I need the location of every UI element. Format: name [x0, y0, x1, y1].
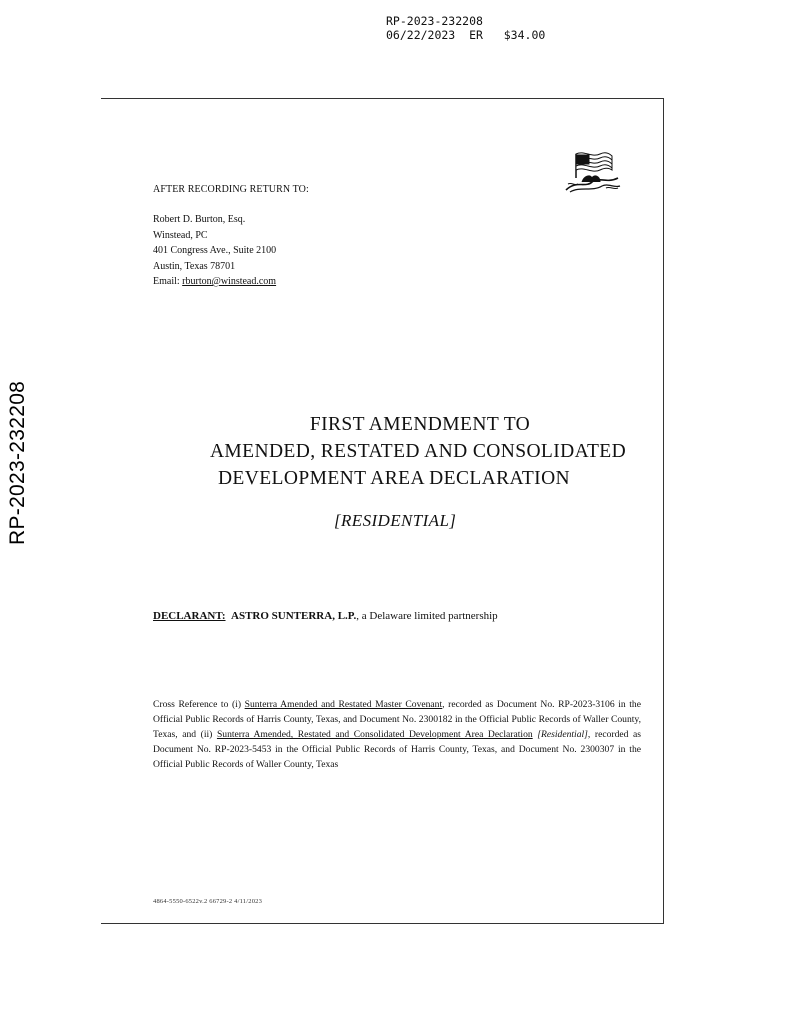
- cross-reference-paragraph: [153, 697, 641, 772]
- return-to-heading: AFTER RECORDING RETURN TO:: [153, 184, 309, 195]
- stamp-fee: $34.00: [503, 28, 546, 42]
- xref-recording-1: , recorded as Document No. RP-2023-3106 in the Official Public Records of Harris County, Texas, and Document No. 2300182 in the Official Public Records of Waller County, Texas, and (ii): [153, 699, 641, 740]
- title-line-1: FIRST AMENDMENT TO: [309, 414, 531, 435]
- street-address: 401 Congress Ave., Suite 2100: [153, 245, 277, 256]
- xref-residential: [Residential]: [537, 729, 588, 740]
- stamp-date: 06/22/2023: [386, 28, 456, 42]
- city-state-zip: Austin, Texas 78701: [153, 260, 236, 272]
- footer-document-id: 4864-5550-6522v.2 66729-2 4/11/2023: [153, 898, 263, 905]
- email-line: [153, 274, 276, 290]
- xref-development-declaration: Sunterra Amended, Restated and Consolidated Development Area Declaration: [216, 729, 533, 740]
- law-firm: Winstead, PC: [153, 229, 208, 241]
- recording-stamp: [386, 14, 545, 42]
- declarant-line: [153, 610, 498, 622]
- email-link[interactable]: rburton@winstead.com: [182, 276, 277, 287]
- subtitle: [RESIDENTIAL]: [334, 511, 457, 530]
- flag-eagle-emblem-icon: [562, 148, 622, 194]
- xref-master-covenant: Sunterra Amended and Restated Master Covenant: [244, 699, 443, 710]
- return-address-block: [153, 212, 276, 290]
- stamp-code: ER: [469, 28, 483, 42]
- side-document-id: RP-2023-232208: [6, 380, 29, 545]
- stamp-doc-number: RP-2023-232208: [386, 14, 483, 28]
- xref-intro: Cross Reference to (i): [153, 699, 245, 710]
- xref-recording-2: , recorded as Document No. RP-2023-5453 in the Official Public Records of Harris County, Texas, and Document No. 2300307 in the Official Public Records of Waller County, Texas: [153, 729, 641, 770]
- title-line-2: AMENDED, RESTATED AND CONSOLIDATED: [209, 441, 627, 462]
- title-line-3: DEVELOPMENT AREA DECLARATION: [217, 468, 571, 489]
- declarant-label: DECLARANT:: [153, 610, 226, 622]
- attorney-name: Robert D. Burton, Esq.: [153, 214, 246, 225]
- email-label: Email:: [153, 276, 180, 287]
- declarant-name: ASTRO SUNTERRA, L.P.: [231, 610, 357, 622]
- declarant-description: , a Delaware limited partnership: [356, 610, 498, 622]
